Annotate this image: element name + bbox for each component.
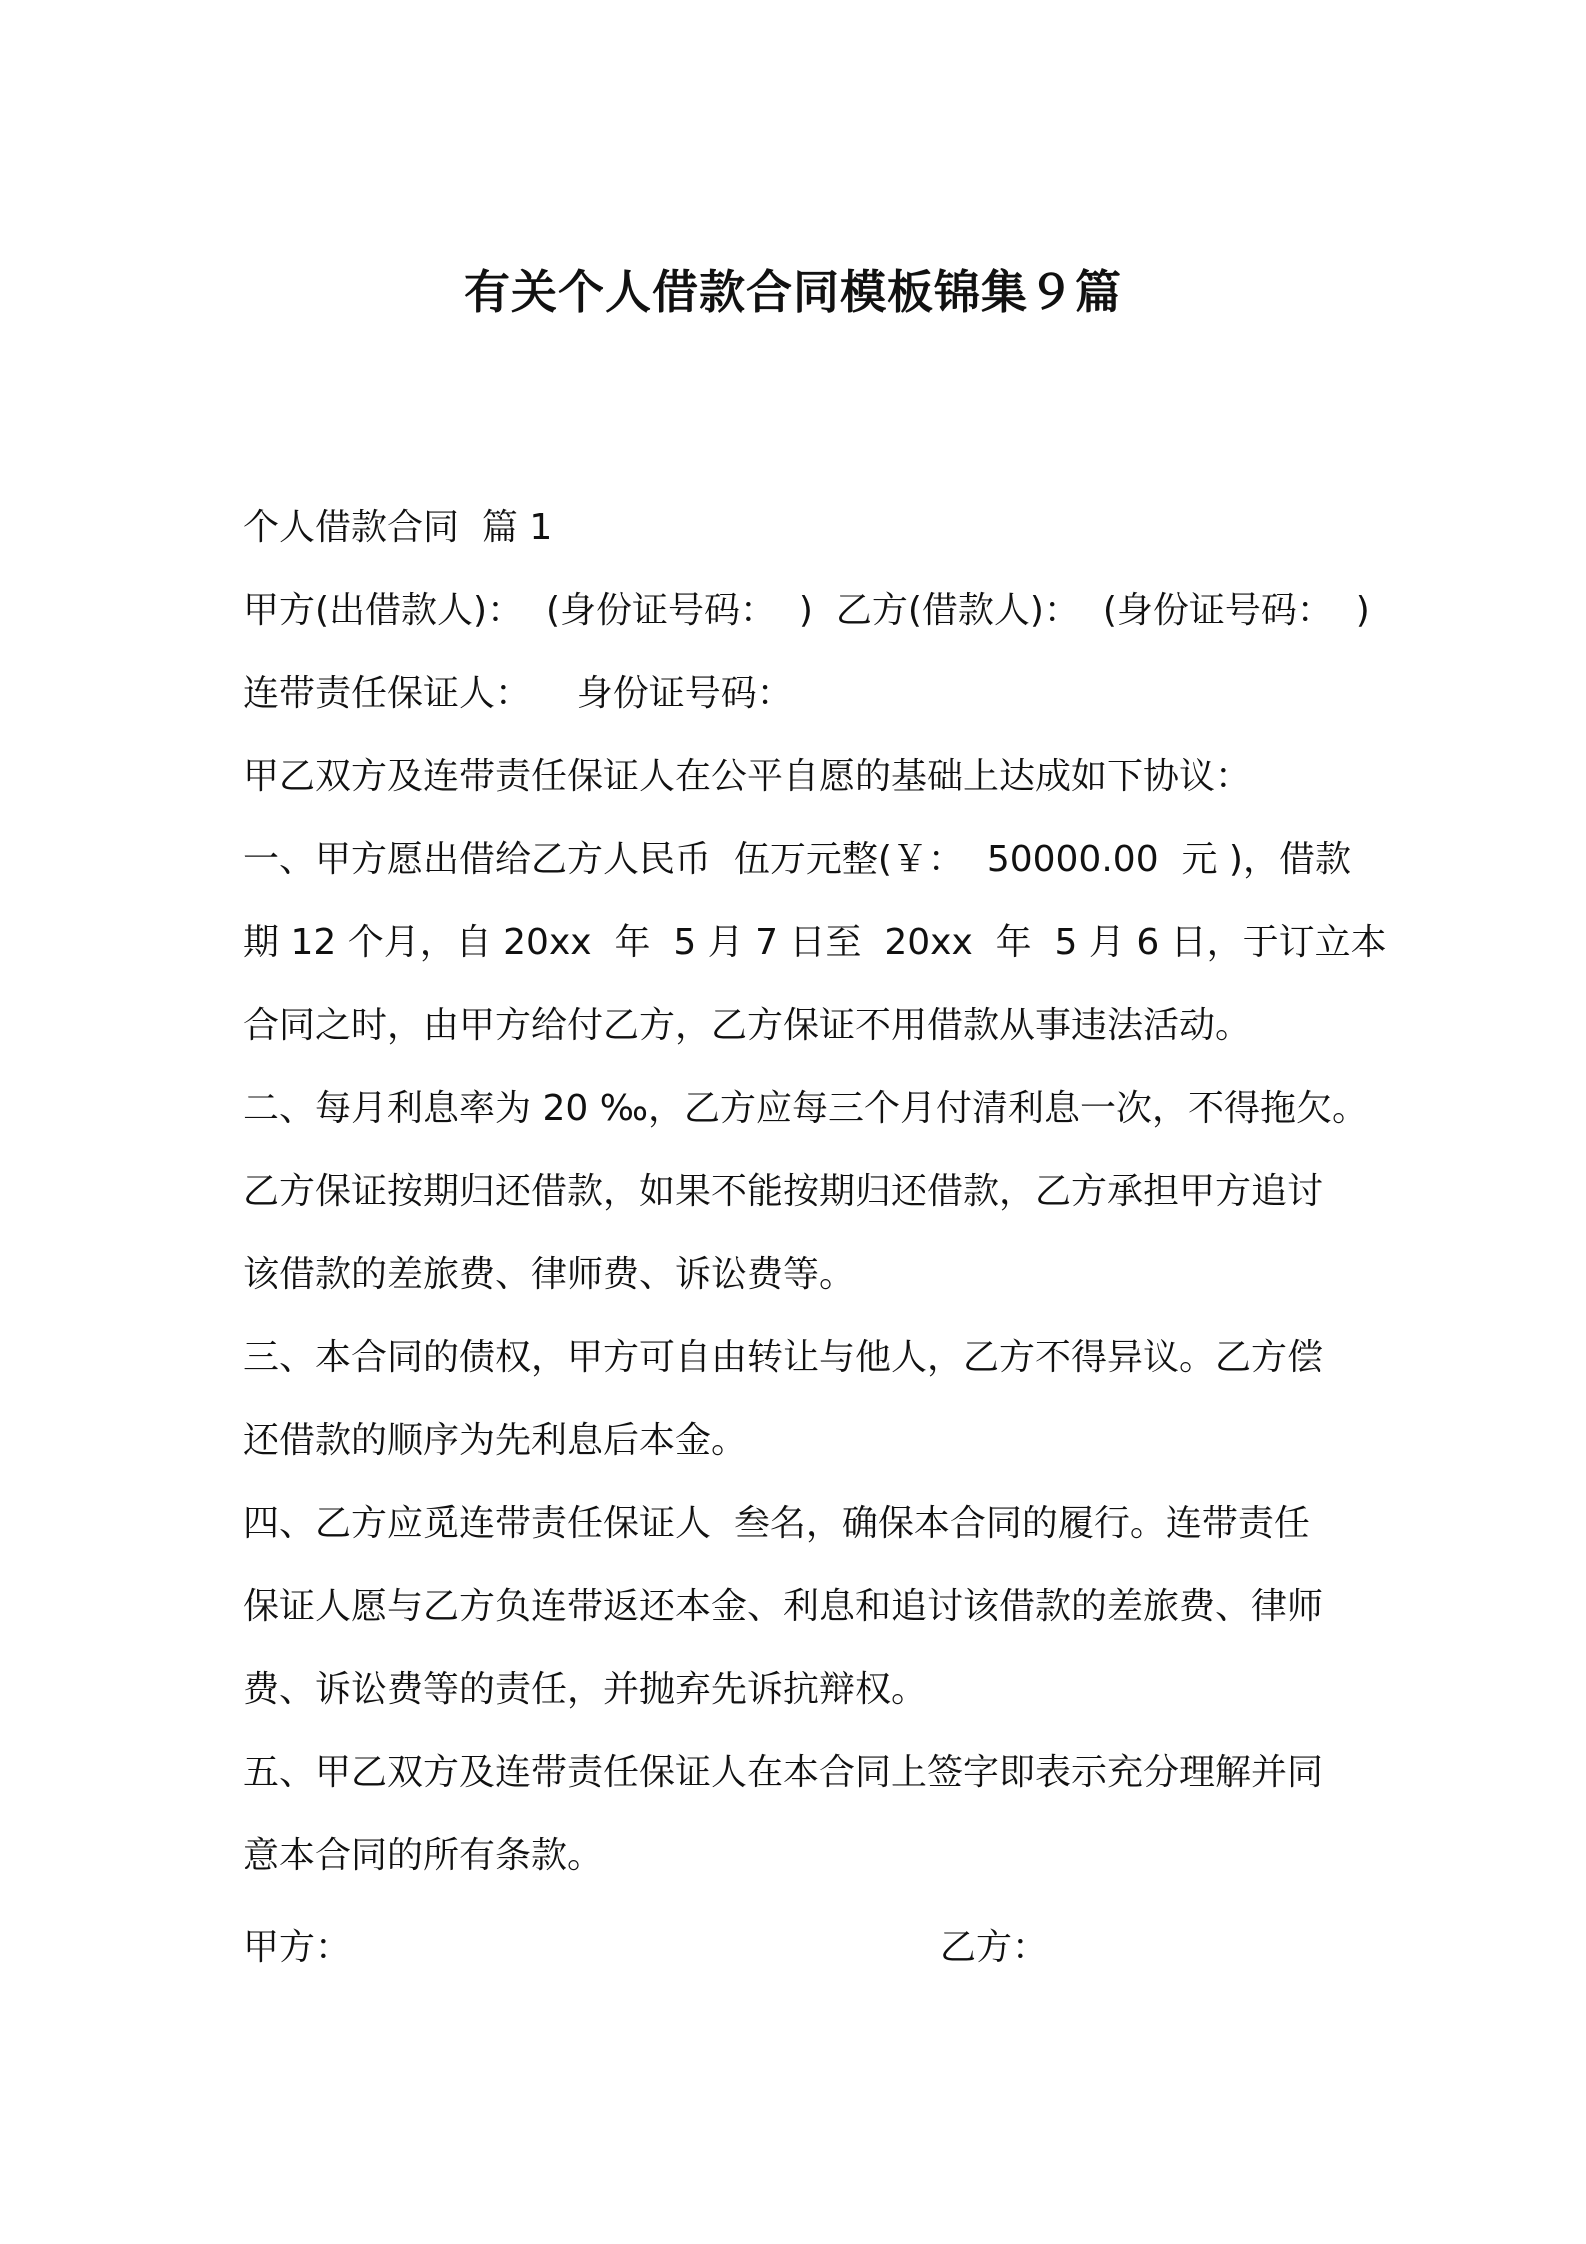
guarantor-line: 连带责任保证人： 身份证号码： <box>243 673 793 714</box>
clause-5-line-1: 五、甲乙双方及连带责任保证人在本合同上签字即表示充分理解并同 <box>243 1752 1324 1793</box>
clause-1-line-2: 期 12 个月，自 20xx 年 5 月 7 日至 20xx 年 5 月 6 日，于订立本 <box>243 922 1387 963</box>
document-title: 有关个人借款合同模板锦集９篇 <box>464 265 1122 319</box>
clause-1-line-1: 一、甲方愿出借给乙方人民币 伍万元整(￥： 50000.00 元 )，借款 <box>243 839 1351 880</box>
clause-5-line-2: 意本合同的所有条款。 <box>243 1835 604 1876</box>
clause-2-line-3: 该借款的差旅费、律师费、诉讼费等。 <box>243 1254 856 1295</box>
section-heading: 个人借款合同 篇 1 <box>243 507 553 548</box>
clause-4-line-3: 费、诉讼费等的责任，并抛弃先诉抗辩权。 <box>243 1669 928 1710</box>
clause-3-line-1: 三、本合同的债权，甲方可自由转让与他人，乙方不得异议。乙方偿 <box>243 1337 1324 1378</box>
clause-4-line-2: 保证人愿与乙方负连带返还本金、利息和追讨该借款的差旅费、律师 <box>243 1586 1324 1627</box>
agreement-intro: 甲乙双方及连带责任保证人在公平自愿的基础上达成如下协议： <box>243 756 1252 797</box>
parties-line: 甲方(出借款人)： (身份证号码： ) 乙方(借款人)： (身份证号码： ) <box>243 590 1370 631</box>
signature-party-a: 甲方： <box>243 1927 352 1968</box>
clause-2-line-2: 乙方保证按期归还借款，如果不能按期归还借款，乙方承担甲方追讨 <box>243 1171 1324 1212</box>
clause-4-line-1: 四、乙方应觅连带责任保证人 叁名，确保本合同的履行。连带责任 <box>243 1503 1310 1544</box>
clause-3-line-2: 还借款的顺序为先利息后本金。 <box>243 1420 748 1461</box>
signature-party-b: 乙方： <box>940 1927 1049 1968</box>
clause-2-line-1: 二、每月利息率为 20 ‰，乙方应每三个月付清利息一次，不得拖欠。 <box>243 1088 1369 1129</box>
clause-1-line-3: 合同之时，由甲方给付乙方，乙方保证不用借款从事违法活动。 <box>243 1005 1252 1046</box>
